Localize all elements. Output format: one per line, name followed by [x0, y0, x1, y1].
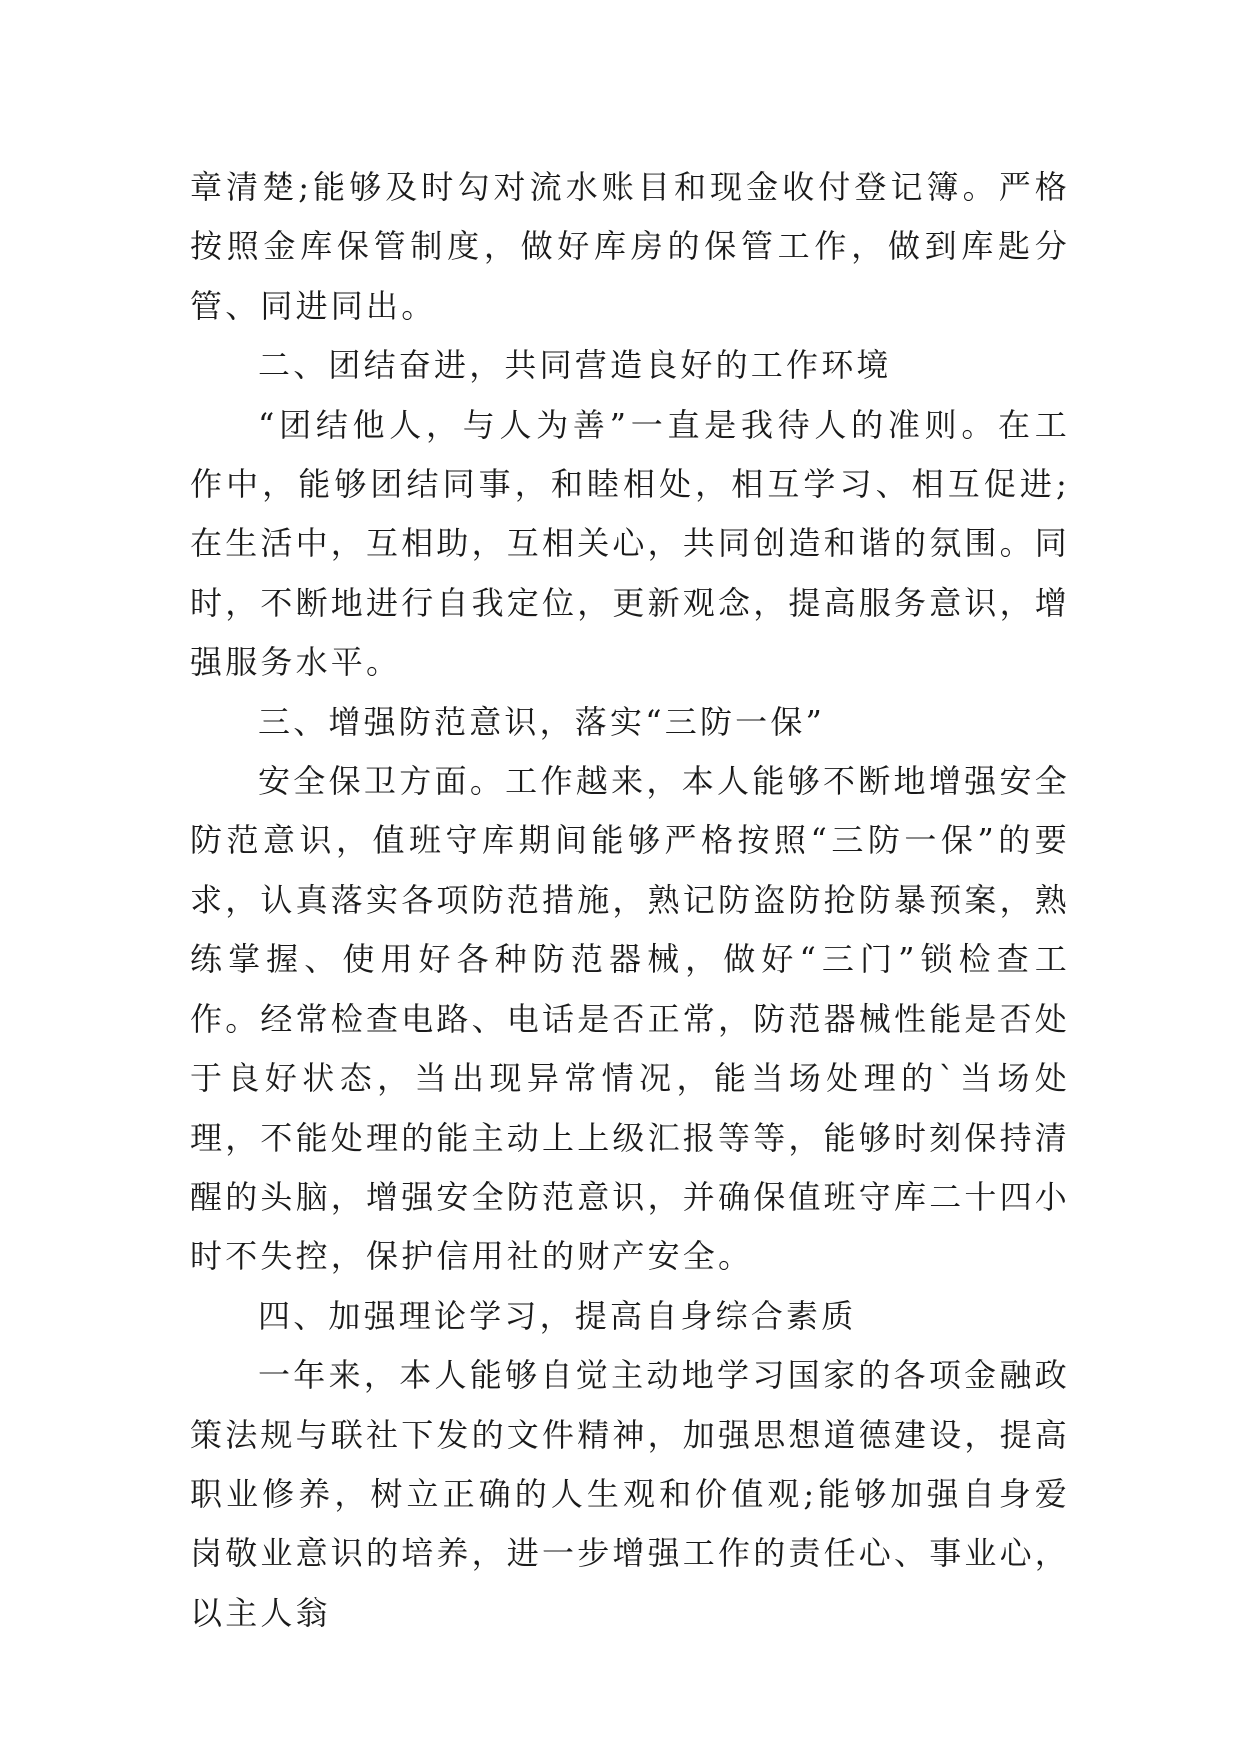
paragraph-continuation: 章清楚;能够及时勾对流水账目和现金收付登记簿。严格按照金库保管制度，做好库房的保管工作，做到库匙分管、同进同出。 [190, 168, 1070, 325]
paragraph-security: 安全保卫方面。工作越来，本人能够不断地增强安全防范意识，值班守库期间能够严格按照“三防一保”的要求，认真落实各项防范措施，熟记防盗防抢防暴预案，熟练掌握、使用好各种防范器械，做好“三门”锁检查工作。经常检查电路、电话是否正常，防范器械性能是否处于良好状态，当出现异常情况，能当场处理的`当场处理，不能处理的能主动上上级汇报等等，能够时刻保持清醒的头脑，增强安全防范意识，并确保值班守库二十四小时不失控，保护信用社的财产安全。 [190, 762, 1071, 1276]
section-heading-3: 三、增强防范意识，落实“三防一保” [258, 702, 826, 741]
paragraph-study: 一年来，本人能够自觉主动地学习国家的各项金融政策法规与联社下发的文件精神，加强思想道德建设，提高职业修养，树立正确的人生观和价值观;能够加强自身爱岗敬业意识的培养，进一步增强工作的责任心、事业心，以主人翁 [190, 1356, 1071, 1632]
document-body [190, 158, 1070, 1643]
section-heading-2: 二、团结奋进，共同营造良好的工作环境 [258, 346, 892, 385]
section-heading-4: 四、加强理论学习，提高自身综合素质 [258, 1296, 857, 1335]
paragraph-teamwork: “团结他人，与人为善”一直是我待人的准则。在工作中，能够团结同事，和睦相处，相互学习、相互促进;在生活中，互相助，互相关心，共同创造和谐的氛围。同时，不断地进行自我定位，更新观念，提高服务意识，增强服务水平。 [190, 405, 1071, 682]
